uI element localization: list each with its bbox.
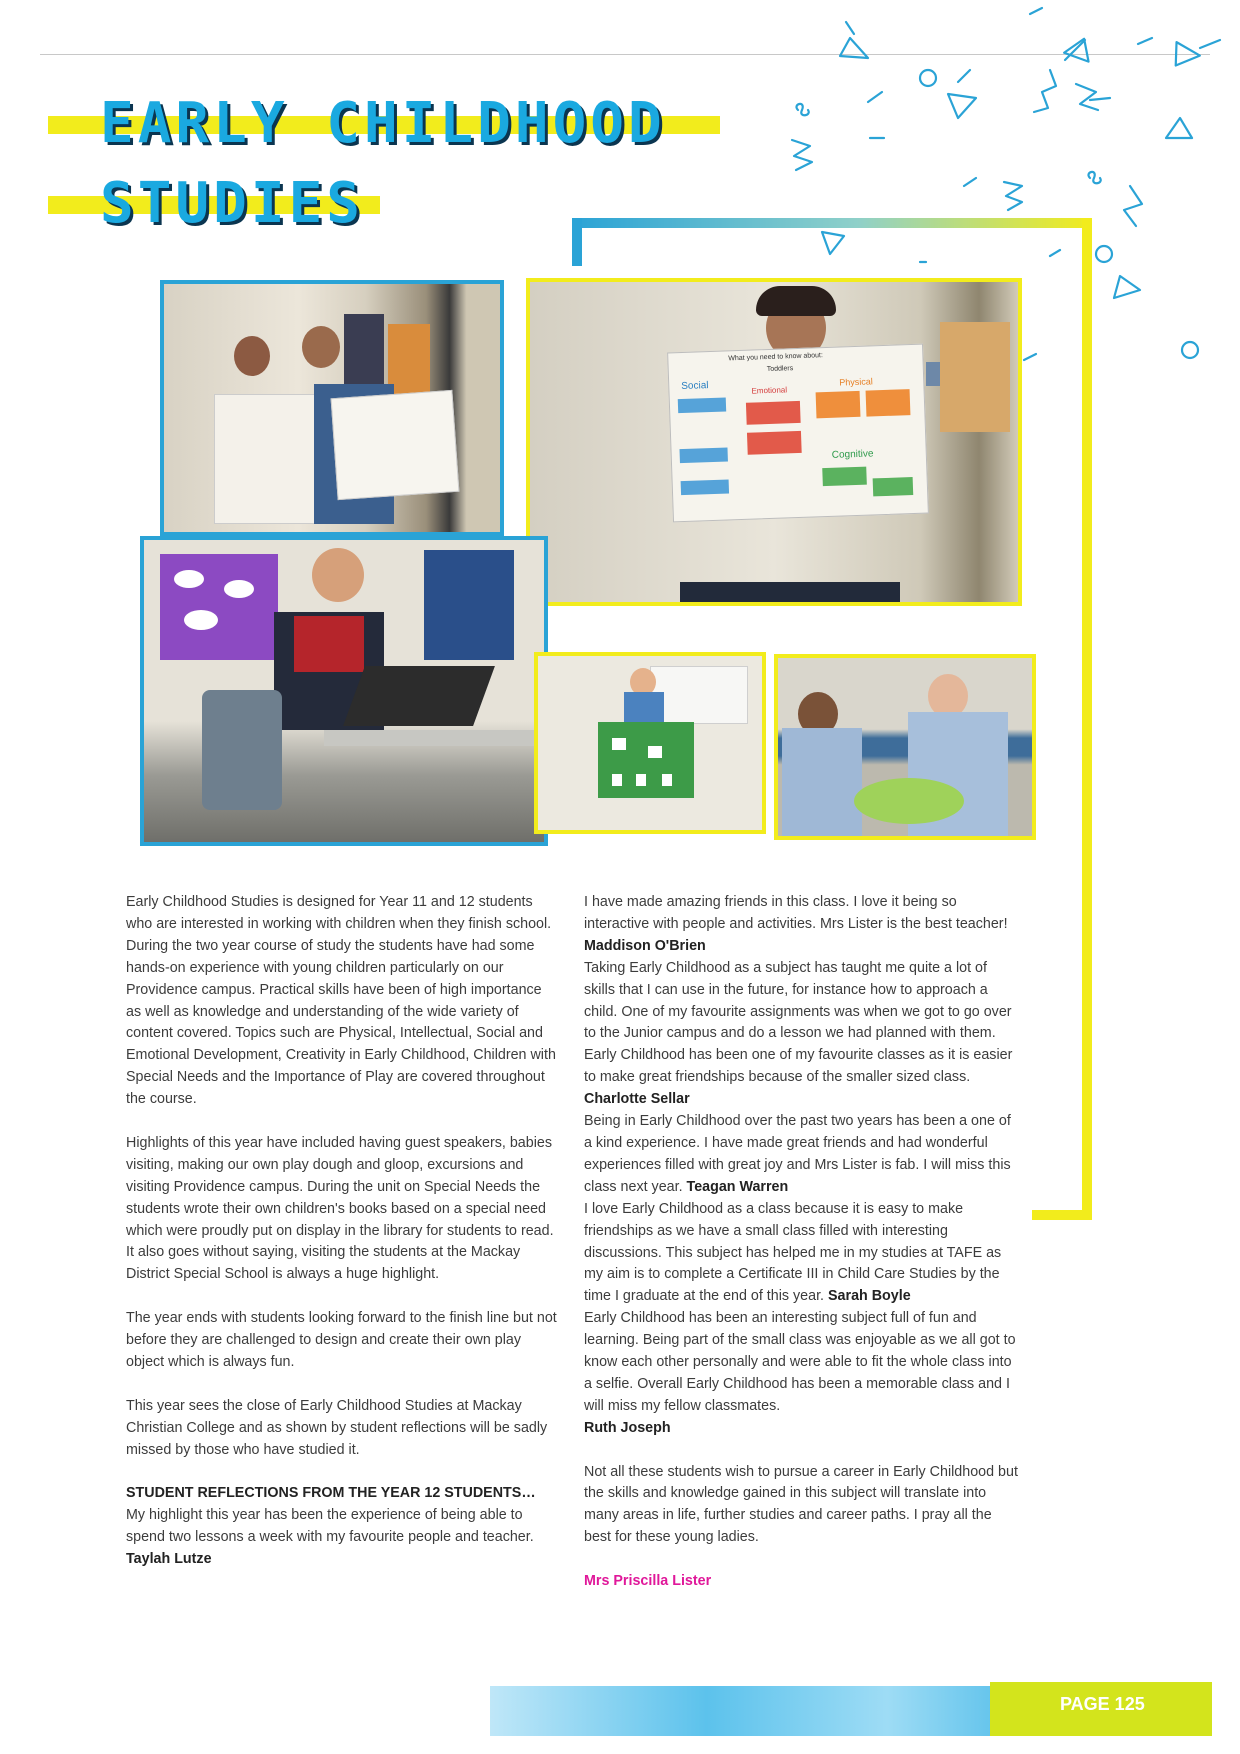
reflection-text: I have made amazing friends in this class. I love it being so interactive with people and activities. Mrs Lister is the best teacher! [584, 894, 1008, 932]
poster-label-cognitive: Cognitive [831, 448, 874, 461]
student-name: Maddison O'Brien [584, 937, 706, 954]
reflection-text: I love Early Childhood as a class because it is easy to make friendships as we have a small class filled with interesting discussions. This subject has helped me in my studies at TAFE as my aim is to complete a Certificate III in Child Care Studies by the time I graduate at the end of this year. [584, 1200, 1002, 1305]
page-title-line1: EARLY CHILDHOOD [100, 91, 666, 156]
year-end-paragraph: The year ends with students looking forward to the finish line but not before they are challenged to design and create their own play object which is always fun. [126, 1310, 557, 1370]
student-name: Teagan Warren [686, 1178, 789, 1195]
reflection-text: Taking Early Childhood as a subject has taught me quite a lot of skills that I can use in the future, for instance how to approach a child. One of my favourite assignments was when we got to go over to the Junior campus and do a lesson we had planned with them. Early Childhood has been one of my favourite classes as it is easier to make great friendships because of the smaller sized class. [584, 959, 1013, 1086]
student-name: Ruth Joseph [584, 1419, 671, 1436]
reflection-text: Being in Early Childhood over the past two years has been a one of a kind experience. I have made great friends and had wonderful experiences filled with great joy and Mrs Lister is fab. I will miss this class next year. [584, 1113, 1011, 1195]
photo-student-green-poster [534, 652, 766, 834]
poster-label-social: Social [681, 380, 709, 393]
reflections-heading: STUDENT REFLECTIONS FROM THE YEAR 12 STUDENTS… [126, 1485, 536, 1502]
reflection-maddison [584, 892, 1018, 958]
right-column [584, 892, 1018, 1593]
photo-students-gloop [774, 654, 1036, 840]
toddlers-poster [667, 344, 929, 523]
reflection-text: My highlight this year has been the experience of being able to spend two lessons a week with my favourite people and teacher. [126, 1507, 534, 1546]
closing-paragraph: Not all these students wish to pursue a career in Early Childhood but the skills and knowledge gained in this subject will translate into many areas in life, further studies and career paths. I pray all the best for these young ladies. [584, 1463, 1018, 1546]
frame-left-stub [572, 218, 582, 266]
teacher-signature: Mrs Priscilla Lister [584, 1573, 712, 1590]
page-number: PAGE 125 [1060, 1694, 1145, 1714]
reflection-taylah [126, 1505, 558, 1571]
page-title-line2: STUDIES [100, 171, 365, 236]
left-column [126, 892, 558, 1571]
reflection-teagan [584, 1111, 1018, 1199]
highlights-paragraph: Highlights of this year have included having guest speakers, babies visiting, making our own play dough and gloop, excursions and visiting Providence campus. During the unit on Special Needs the students wrote their own children's books based on a special need which were proudly put on display in the library for students to read. It also goes without saying, visiting the students at the Mackay District Special School is always a huge highlight. [126, 1134, 554, 1283]
photo-student-toddlers-poster [526, 278, 1022, 606]
photo-teacher-laptop [140, 536, 548, 846]
top-rule-left [40, 54, 740, 55]
student-name: Taylah Lutze [126, 1551, 212, 1568]
reflection-sarah [584, 1199, 1018, 1309]
intro-paragraph: Early Childhood Studies is designed for Year 11 and 12 students who are interested in working with children when they finish school. During the two year course of study the students have had some hands-on experience with young children particularly on our Providence campus. Practical skills have been of high importance as well as knowledge and understanding of the wide variety of content covered. Topics such are Physical, Intellectual, Social and Emotional Development, Creativity in Early Childhood, Children with Special Needs and the Importance of Play are covered throughout the course. [126, 894, 556, 1108]
student-name: Sarah Boyle [828, 1288, 911, 1305]
poster-subheading: Toddlers [766, 365, 794, 374]
student-name: Charlotte Sellar [584, 1091, 690, 1108]
closing-course-paragraph: This year sees the close of Early Childhood Studies at Mackay Christian College and as shown by student reflections will be sadly missed by those who have studied it. [126, 1397, 548, 1458]
reflection-ruth-name [584, 1418, 1018, 1440]
photo-students-poster-left [160, 280, 504, 536]
reflection-charlotte [584, 958, 1018, 1111]
poster-label-emotional: Emotional [751, 385, 788, 396]
frame-bottom-stub [1032, 1210, 1092, 1220]
reflection-ruth [584, 1308, 1018, 1418]
poster-label-physical: Physical [839, 376, 873, 388]
reflection-text: Early Childhood has been an interesting subject full of fun and learning. Being part of the small class was enjoyable as we all got to know each other personally and were able to fit the whole class into a selfie. Overall Early Childhood has been a memorable class and I will miss my fellow classmates. [584, 1310, 1016, 1414]
poster-heading: What you need to know about: [728, 352, 823, 363]
